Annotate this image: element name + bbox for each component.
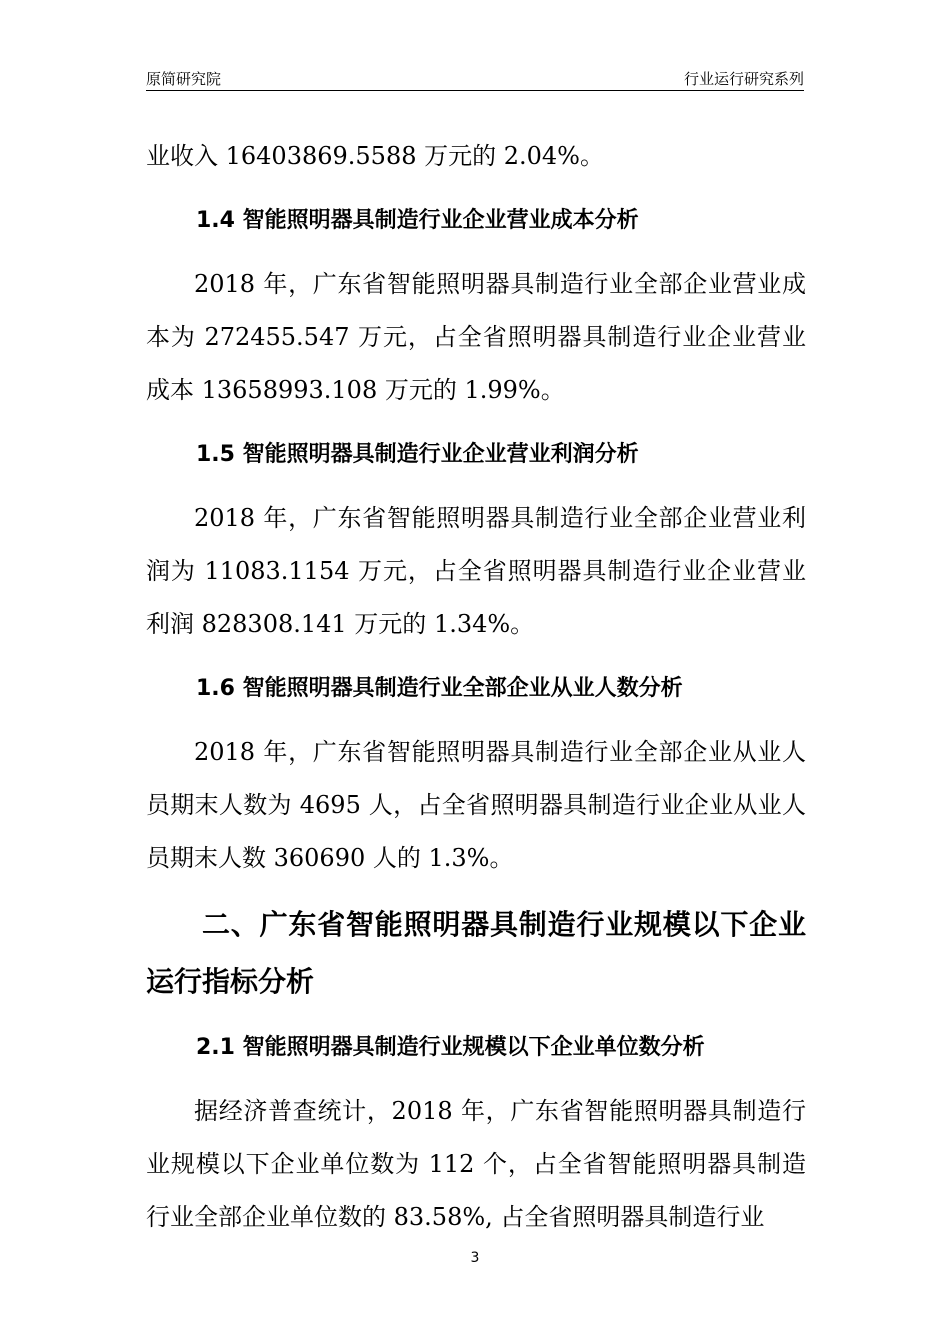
- document-body: [146, 130, 806, 1244]
- section-heading-1-5: 1.5 智能照明器具制造行业企业营业利润分析: [196, 442, 639, 467]
- section-heading-2-1: 2.1 智能照明器具制造行业规模以下企业单位数分析: [196, 1035, 705, 1060]
- header-left-title: 原简研究院: [146, 70, 222, 88]
- paragraph-continued: 业收入 16403869.5588 万元的 2.04%。: [146, 142, 604, 170]
- paragraph-2-1: 据经济普查统计，2018 年，广东省智能照明器具制造行业规模以下企业单位数为 112 个，占全省智能照明器具制造行业全部企业单位数的 83.58%, 占全省照明器具制造行业: [146, 1097, 806, 1231]
- page-header: [146, 64, 804, 91]
- page-number: 3: [470, 1250, 480, 1266]
- paragraph-1-4: 2018 年，广东省智能照明器具制造行业全部企业营业成本为 272455.547 万元，占全省照明器具制造行业企业营业成本 13658993.108 万元的 1.99%。: [146, 270, 806, 404]
- section-heading-1-4: 1.4 智能照明器具制造行业企业营业成本分析: [196, 208, 639, 233]
- paragraph-1-6: 2018 年，广东省智能照明器具制造行业全部企业从业人员期末人数为 4695 人，占全省照明器具制造行业企业从业人员期末人数 360690 人的 1.3%。: [146, 738, 806, 872]
- paragraph-1-5: 2018 年，广东省智能照明器具制造行业全部企业营业利润为 11083.1154 万元，占全省照明器具制造行业企业营业利润 828308.141 万元的 1.34%。: [146, 504, 806, 638]
- section-heading-1-6: 1.6 智能照明器具制造行业全部企业从业人数分析: [196, 676, 683, 701]
- header-right-title: 行业运行研究系列: [683, 70, 804, 88]
- chapter-heading-2: 二、广东省智能照明器具制造行业规模以下企业运行指标分析: [146, 908, 806, 998]
